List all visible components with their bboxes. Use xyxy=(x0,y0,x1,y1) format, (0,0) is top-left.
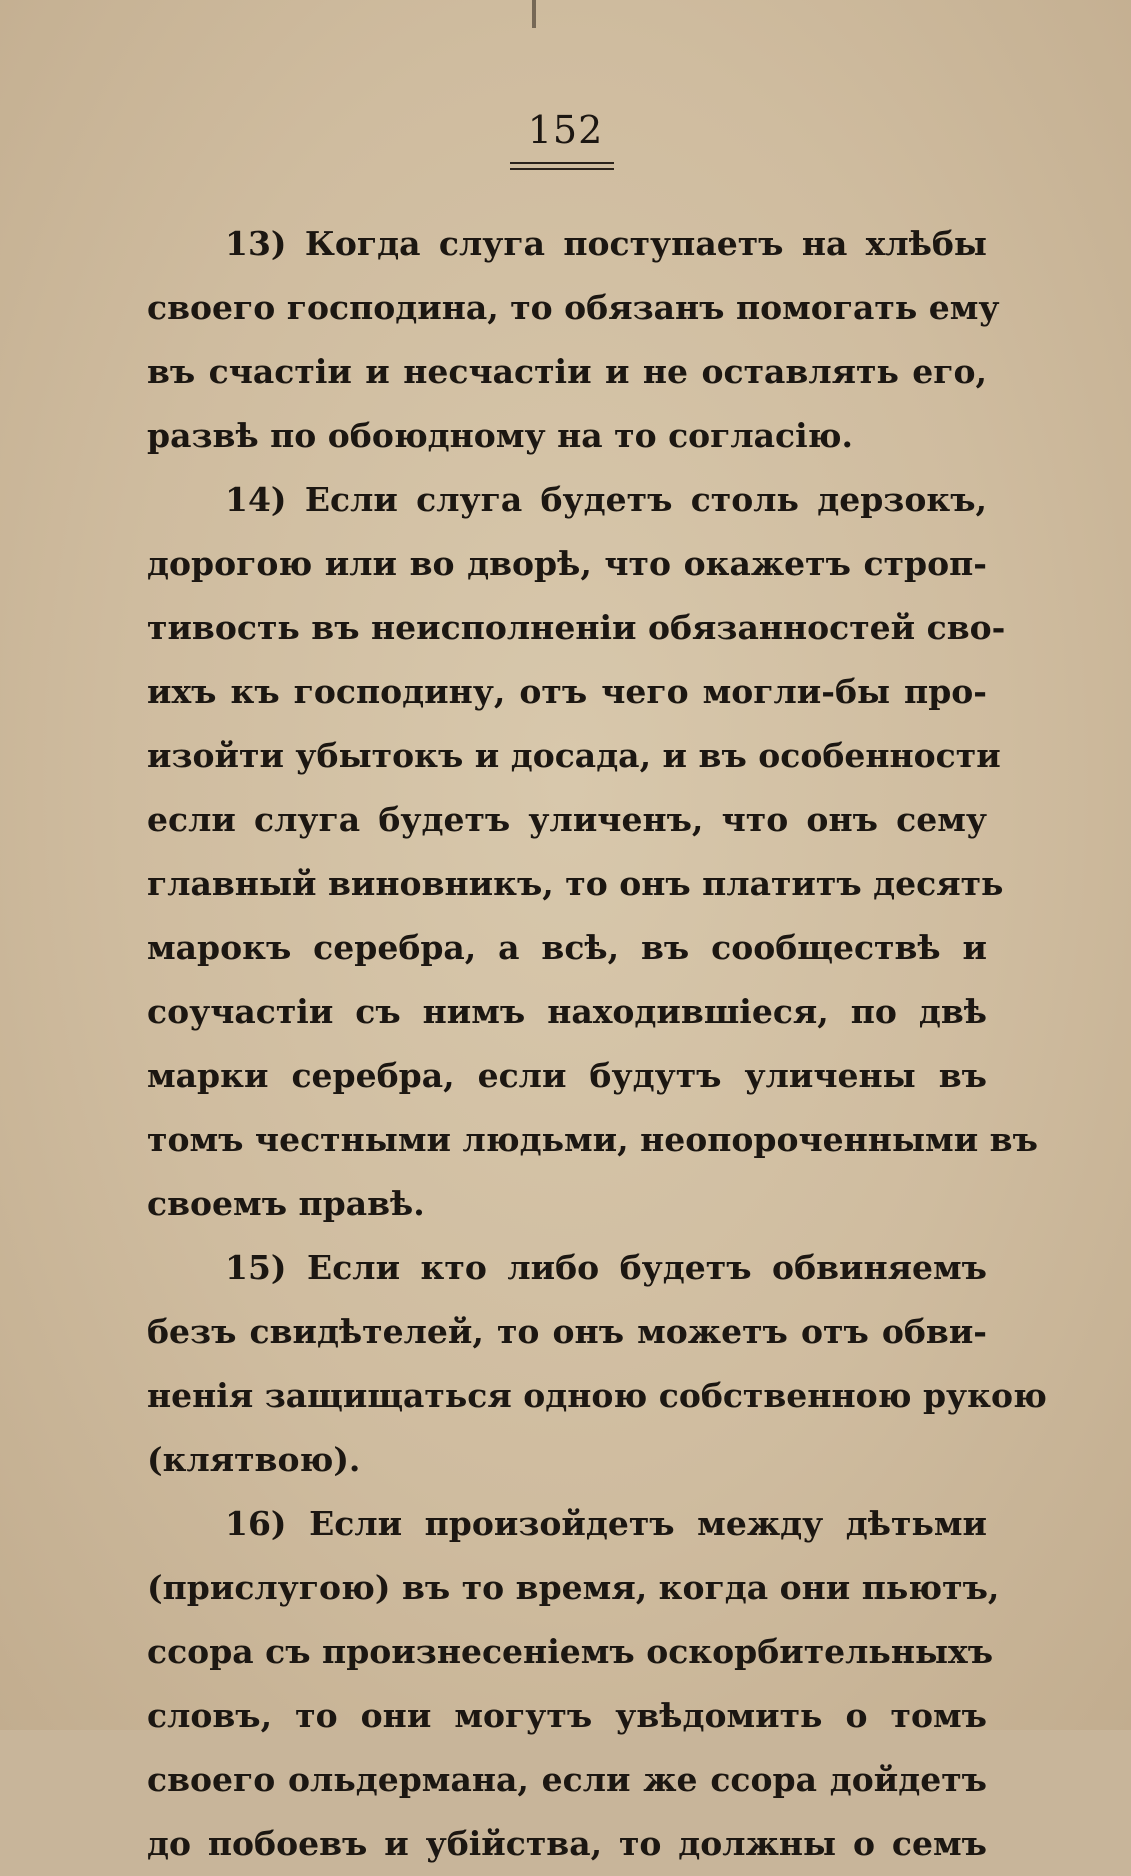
text-line: 15) Если кто либо будетъ обвиняемъ xyxy=(225,1248,987,1287)
text-line: своего господина, то обязанъ помогать ему xyxy=(147,288,1000,327)
text-line: тивость въ неисполненіи обязанностей сво- xyxy=(147,608,1006,647)
text-line: томъ честными людьми, неопороченными въ xyxy=(147,1120,1038,1159)
text-line: ихъ къ господину, отъ чего могли-бы про- xyxy=(147,672,987,711)
text-line: своего ольдермана, если же ссора дойдетъ xyxy=(147,1760,987,1799)
text-line: 14) Если слуга будетъ столь дерзокъ, xyxy=(225,480,987,519)
text-line: главный виновникъ, то онъ платитъ десять xyxy=(147,864,1004,903)
text-line: словъ, то они могутъ увѣдомить о томъ xyxy=(147,1696,987,1735)
text-line: соучастіи съ нимъ находившіеся, по двѣ xyxy=(147,992,987,1031)
text-line: ненія защищаться одною собственною рукою xyxy=(147,1376,1047,1415)
text-line: въ счастіи и несчастіи и не оставлять его, xyxy=(147,352,987,391)
text-line: дорогою или во дворѣ, что окажетъ строп- xyxy=(147,544,987,583)
header-rule-top xyxy=(510,162,614,164)
text-line: до побоевъ и убійства, то должны о семъ xyxy=(147,1824,987,1863)
text-line: марокъ серебра, а всѣ, въ сообществѣ и xyxy=(147,928,987,967)
text-line: 13) Когда слуга поступаетъ на хлѣбы xyxy=(225,224,987,263)
text-line: (клятвою). xyxy=(147,1440,361,1479)
text-line: ссора съ произнесеніемъ оскорбительныхъ xyxy=(147,1632,994,1671)
header-rule-bottom xyxy=(510,168,614,170)
text-line: изойти убытокъ и досада, и въ особенности xyxy=(147,736,1001,775)
text-line: развѣ по обоюдному на то согласію. xyxy=(147,416,854,455)
text-line: (прислугою) въ то время, когда они пьютъ, xyxy=(147,1568,1000,1607)
body-text xyxy=(147,212,1047,1876)
text-line: если слуга будетъ уличенъ, что онъ сему xyxy=(147,800,987,839)
page-number: 152 xyxy=(527,108,604,152)
text-line: безъ свидѣтелей, то онъ можетъ отъ обви- xyxy=(147,1312,987,1351)
text-line: марки серебра, если будутъ уличены въ xyxy=(147,1056,987,1095)
text-line: своемъ правѣ. xyxy=(147,1184,425,1223)
text-line: 16) Если произойдетъ между дѣтьми xyxy=(225,1504,987,1543)
edge-mark xyxy=(532,0,536,28)
